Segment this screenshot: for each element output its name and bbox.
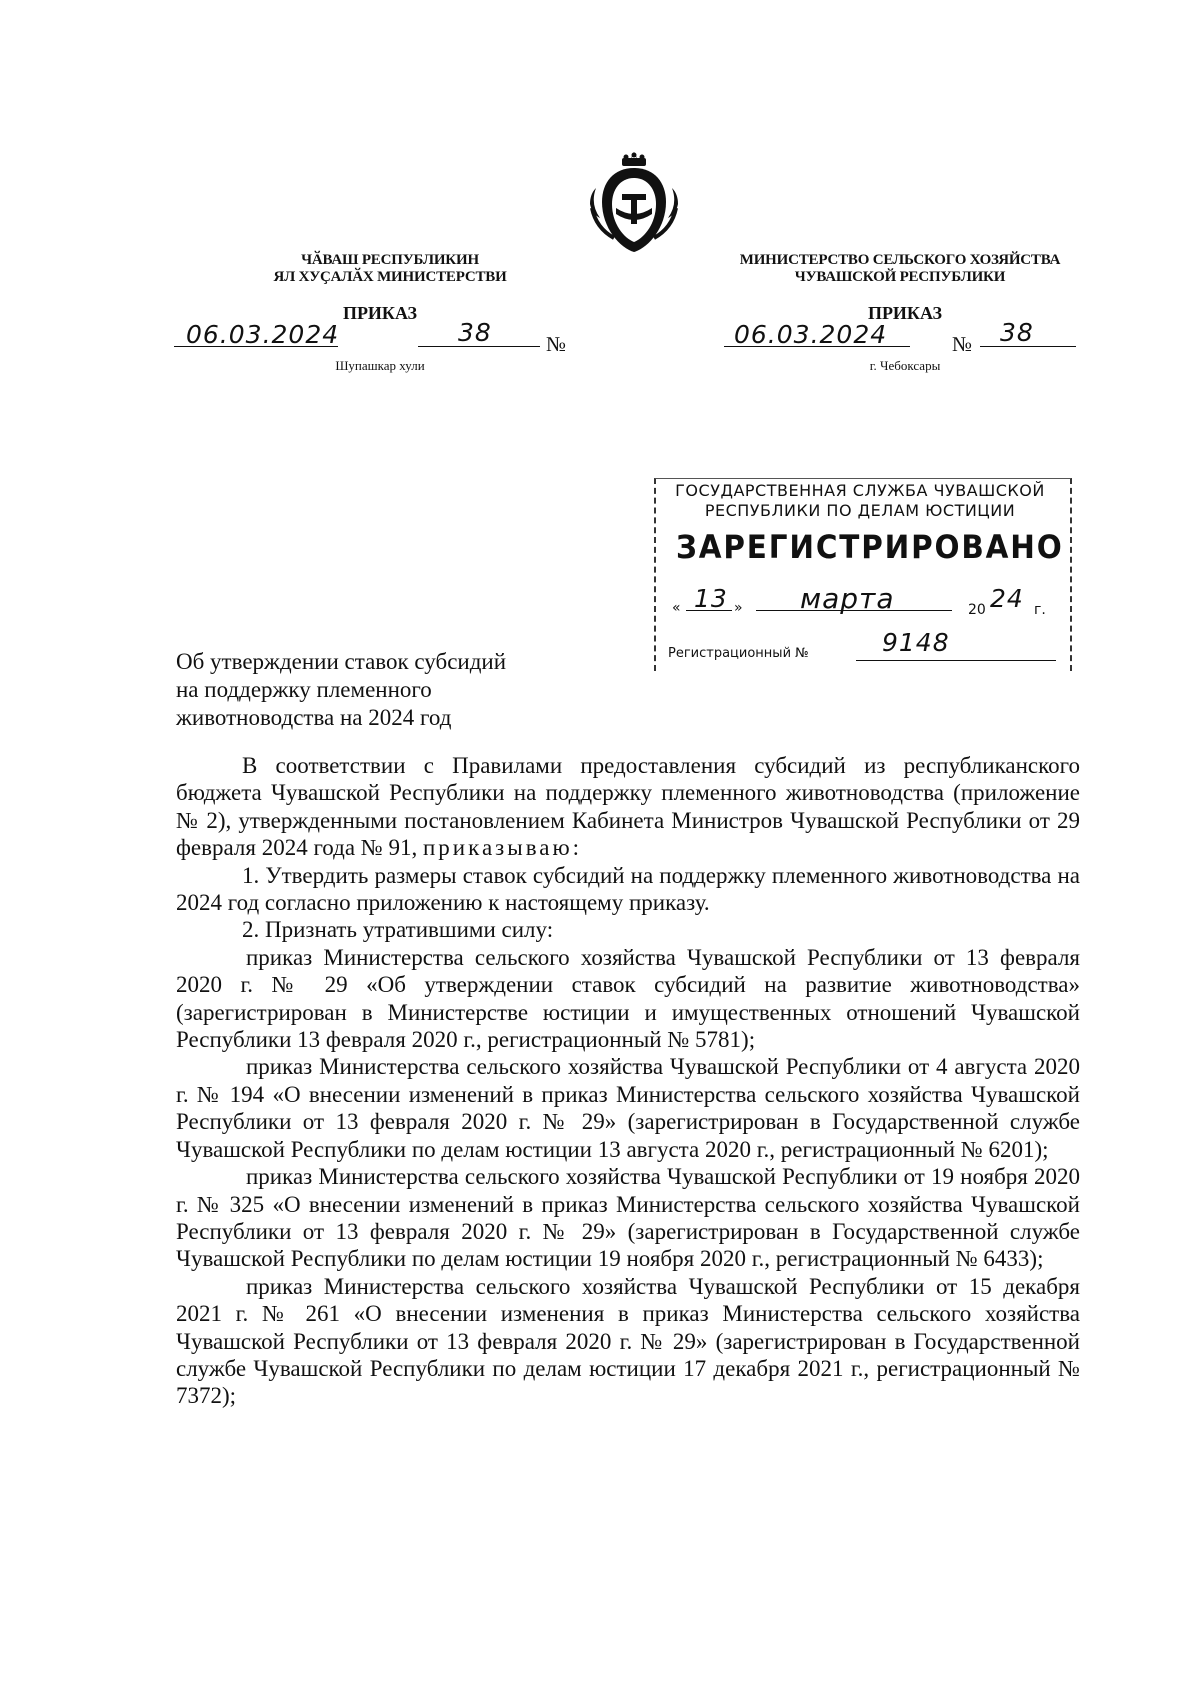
right-date: 06.03.2024 (734, 320, 888, 349)
repealed-order-2: приказ Министерства сельского хозяйства Чувашской Республики от 4 августа 2020 г. № 194 «О внесении изменений в приказ Министерства сельского хозяйства Чувашской Республики от 13 февраля 2020 г. № 29» (зарегистрирован в Государственной службе Чувашской Республики по делам юстиции 13 августа 2020 г., регистрационный № 6201); (176, 1054, 1080, 1162)
stamp-day: 13 (694, 584, 728, 613)
repealed-order-4: приказ Министерства сельского хозяйства Чувашской Республики от 15 декабря 2021 г. № 261 «О внесении изменения в приказ Министерства сельского хозяйства Чувашской Республики от 13 февраля 2020 г. № 29» (зарегистрирован в Государственной службе Чувашской Республики по делам юстиции 17 декабря 2021 г., регистрационный № 7372); (176, 1273, 1080, 1409)
right-number-sign: № (952, 332, 973, 356)
right-city: г. Чебоксары (869, 358, 941, 373)
doc-type-left: ПРИКАЗ (342, 303, 418, 323)
stamp-year-unit: г. (1034, 602, 1046, 618)
preamble-text: В соответствии с Правилами предоставления субсидий из республиканского бюджета Чувашской Республики на поддержку племенного животноводства (приложение № 2), утвержденными постановлением Кабинета Министров Чувашской Республики от 29 февраля 2024 года № 91, (176, 753, 1080, 861)
stamp-org (660, 481, 1060, 521)
org-name-chuvash-line2: ЯЛ ХУҪАЛӐХ МИНИСТЕРСТВИ (273, 269, 507, 285)
org-name-russian (720, 252, 1080, 286)
stamp-org-line2: РЕСПУБЛИКИ ПО ДЕЛАМ ЮСТИЦИИ (704, 501, 1016, 520)
stamp-year-suffix: 24 (990, 584, 1024, 613)
left-city: Шупашкар хули (335, 358, 425, 373)
preamble-paragraph (176, 752, 1080, 862)
left-date: 06.03.2024 (186, 320, 340, 349)
title-line1: Об утверждении ставок субсидий (176, 649, 507, 674)
repealed-order-1: приказ Министерства сельского хозяйства Чувашской Республики от 13 февраля 2020 г. № 29 «Об утверждении ставок субсидий на развитие животноводства» (зарегистрирован в Министерстве юстиции и имущественных отношений Чувашской Республики 13 февраля 2020 г., регистрационный № 5781); (176, 944, 1080, 1053)
stamp-reg-label: Регистрационный № (668, 646, 809, 661)
clause-1-paragraph: 1. Утвердить размеры ставок субсидий на поддержку племенного животноводства на 2024 год согласно приложению к настоящему приказу. (176, 862, 1080, 916)
clause-2-paragraph: 2. Признать утратившими силу: (242, 917, 554, 943)
order-word: приказываю: (423, 835, 583, 861)
left-number: 38 (458, 318, 492, 347)
doc-type-right: ПРИКАЗ (867, 303, 943, 323)
coat-of-arms-emblem (586, 148, 682, 256)
left-number-sign: № (546, 332, 567, 356)
stamp-org-line1: ГОСУДАРСТВЕННАЯ СЛУЖБА ЧУВАШСКОЙ (675, 481, 1045, 500)
title-line2: на поддержку племенного (176, 677, 432, 702)
org-name-chuvash (240, 252, 540, 286)
org-name-russian-line1: МИНИСТЕРСТВО СЕЛЬСКОГО ХОЗЯЙСТВА (739, 252, 1061, 268)
stamp-quote-open: « (672, 600, 681, 616)
stamp-quote-close: » (734, 600, 743, 616)
stamp-reg-number: 9148 (882, 628, 950, 657)
stamp-month: марта (800, 582, 895, 615)
document-title (176, 648, 576, 732)
org-name-russian-line2: ЧУВАШСКОЙ РЕСПУБЛИКИ (794, 269, 1006, 285)
title-line3: животноводства на 2024 год (176, 705, 452, 730)
stamp-year-prefix: 20 (968, 602, 986, 618)
right-number: 38 (1000, 318, 1034, 347)
repealed-order-3: приказ Министерства сельского хозяйства Чувашской Республики от 19 ноября 2020 г. № 325 «О внесении изменений в приказ Министерства сельского хозяйства Чувашской Республики от 13 февраля 2020 г. № 29» (зарегистрирован в Государственной службе Чувашской Республики по делам юстиции 19 ноября 2020 г., регистрационный № 6433); (176, 1164, 1080, 1272)
document-body (176, 752, 1080, 1410)
stamp-status: ЗАРЕГИСТРИРОВАНО (676, 528, 1064, 566)
org-name-chuvash-line1: ЧӐВАШ РЕСПУБЛИКИН (301, 252, 479, 268)
